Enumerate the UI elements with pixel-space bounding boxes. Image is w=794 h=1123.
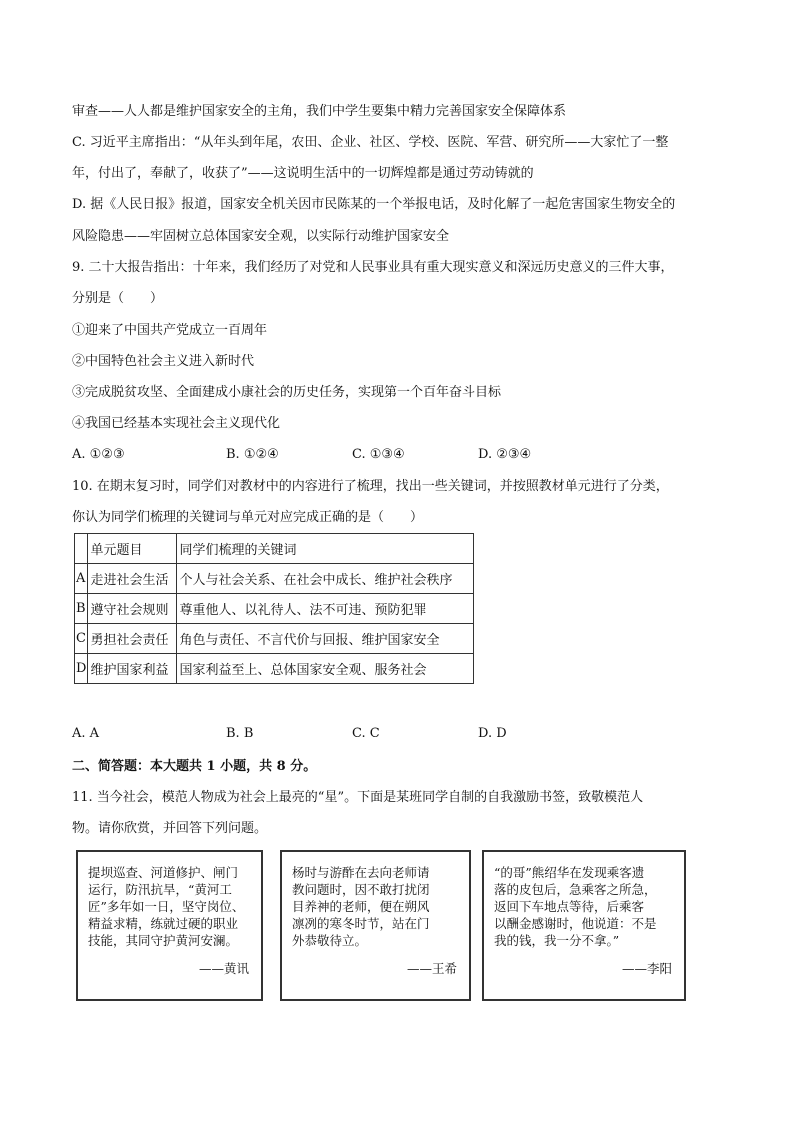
table-cell: B [75,594,88,624]
bookmark-line: 提坝巡查、河道修护、闸门 [88,865,239,880]
table-row [75,594,474,624]
q9-statement-4: ④我国已经基本实现社会主义现代化 [72,416,281,431]
table-header-row [75,534,474,564]
table-header-cell [75,534,88,564]
bookmark-line: 精益求精，练就过硬的职业 [88,916,239,931]
table-cell: A [75,564,88,594]
table-cell: 尊重他人、以礼待人、法不可违、预防犯罪 [177,594,474,624]
table-cell: 角色与责任、不言代价与回报、维护国家安全 [177,624,474,654]
table-row [75,624,474,654]
bookmark-line: 教问题时，因不敢打扰闭 [292,882,430,897]
table-header-cell: 同学们梳理的关键词 [177,534,474,564]
bookmark-line: 落的皮包后，急乘客之所急， [494,882,657,897]
bookmark-line: 外恭敬待立。 [292,933,368,948]
bookmark-card-text [494,864,657,949]
bookmark-line: 以酬金感谢时，他说道：不是 [494,916,657,931]
table-cell: C [75,624,88,654]
table-row [75,564,474,594]
bookmark-line: 凛冽的寒冬时节，站在门 [292,916,430,931]
bookmark-author: ——王希 [406,961,457,976]
bookmark-line: 返回下车地点等待，后乘客 [494,899,645,914]
bookmark-card-text [292,864,430,949]
q9-statement-3: ③完成脱贫攻坚、全面建成小康社会的历史任务，实现第一个百年奋斗目标 [72,385,502,400]
bookmark-author: ——李阳 [621,961,672,976]
q9-option-a: A. ①②③ [72,447,125,462]
table-cell: 遵守社会规则 [88,594,177,624]
bookmark-card-li [482,850,686,1001]
q11-stem-line2: 物。请你欣赏，并回答下列问题。 [72,821,268,836]
bookmark-line: 匠”多年如一日，坚守岗位、 [88,899,245,914]
table-cell: 维护国家利益 [88,654,177,684]
bookmark-author: ——黄讯 [198,961,249,976]
q9-option-b: B. ①②④ [226,447,279,462]
table-header-cell: 单元题目 [88,534,177,564]
q9-statement-1: ①迎来了中国共产党成立一百周年 [72,323,268,338]
section-2-title: 二、简答题：本大题共 1 小题，共 8 分。 [72,759,317,774]
q10-stem-line1: 10. 在期末复习时，同学们对教材中的内容进行了梳理，找出一些关键词，并按照教材单元进行了分类， [72,479,669,494]
table-cell: 勇担社会责任 [88,624,177,654]
q9-option-d: D. ②③④ [478,447,532,462]
bookmark-line: 目养神的老师，便在朔风 [292,899,430,914]
q10-option-a: A. A [72,726,100,741]
bookmark-line: 运行，防汛抗旱，“黄河工 [88,882,232,897]
q8-option-c-line2: 年，付出了，奉献了，收获了”——这说明生活中的一切辉煌都是通过劳动铸就的 [72,166,534,181]
q10-keyword-table [74,533,474,684]
q8-option-d-line1: D. 据《人民日报》报道，国家安全机关因市民陈某的一个举报电话，及时化解了一起危害国家生物安全的 [72,197,676,212]
q9-statement-2: ②中国特色社会主义进入新时代 [72,354,255,369]
table-row [75,654,474,684]
q10-option-c: C. C [352,726,380,741]
table-cell: 走进社会生活 [88,564,177,594]
option-b-continuation: 审查——人人都是维护国家安全的主角，我们中学生要集中精力完善国家安全保障体系 [72,104,567,119]
bookmark-card-wang [280,850,471,1001]
q9-stem-line2: 分别是（ ） [72,291,164,306]
bookmark-line: 技能，其同守护黄河安澜。 [88,933,239,948]
bookmark-line: 我的钱，我一分不拿。” [494,933,620,948]
q10-option-b: B. B [226,726,254,741]
bookmark-line: “的哥”熊绍华在发现乘客遗 [494,865,645,880]
bookmark-line: 杨时与游酢在去向老师请 [292,865,430,880]
table-cell: D [75,654,88,684]
q8-option-d-line2: 风险隐患——牢固树立总体国家安全观，以实际行动维护国家安全 [72,229,450,244]
table-cell: 国家利益至上、总体国家安全观、服务社会 [177,654,474,684]
q10-stem-line2: 你认为同学们梳理的关键词与单元对应完成正确的是（ ） [72,510,424,525]
bookmark-card-huang [76,850,263,1001]
q8-option-c-line1: C. 习近平主席指出：“从年头到年尾，农田、企业、社区、学校、医院、军营、研究所——大家忙了一整 [72,135,669,150]
table-cell: 个人与社会关系、在社会中成长、维护社会秩序 [177,564,474,594]
bookmark-card-text [88,864,244,949]
q10-option-d: D. D [478,726,507,741]
q11-stem-line1: 11. 当今社会，模范人物成为社会上最亮的“星”。下面是某班同学自制的自我激励书签，致敬模范人 [72,790,644,805]
q9-option-c: C. ①③④ [352,447,405,462]
q9-stem-line1: 9. 二十大报告指出：十年来，我们经历了对党和人民事业具有重大现实意义和深远历史意义的三件大事， [72,260,674,275]
